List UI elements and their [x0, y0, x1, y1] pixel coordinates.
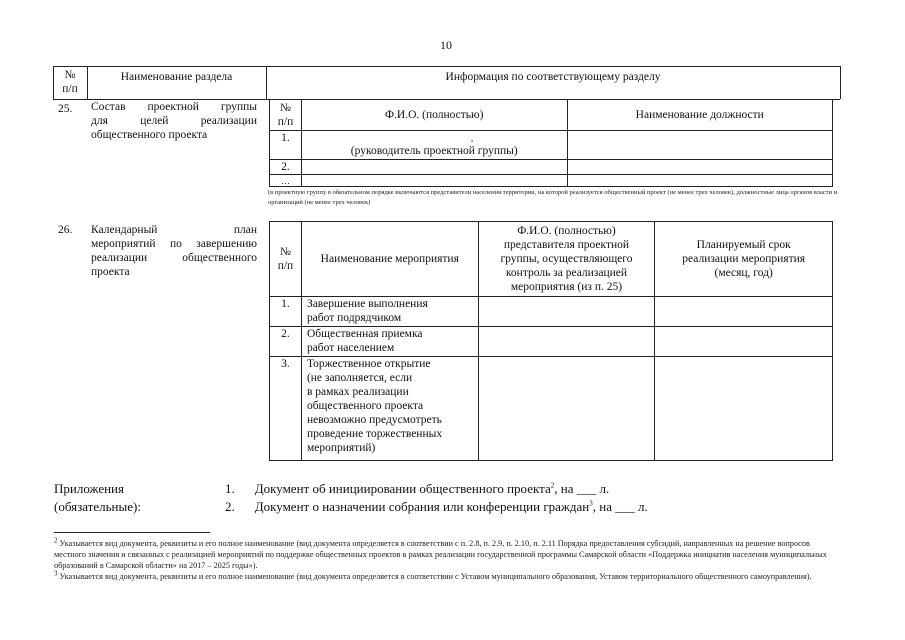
appendix-item-1-sup: 2: [550, 481, 555, 490]
ep-row3-num: 3.: [270, 357, 302, 461]
table-row: [270, 297, 833, 327]
row25-number: 25.: [58, 103, 73, 115]
ep-head-deadline-2: реализации мероприятия: [682, 253, 806, 265]
ep-row2-deadline: [655, 327, 833, 357]
appendix-item-1: [225, 480, 609, 498]
appendix-item-2-tail: , на ___ л.: [592, 499, 648, 514]
row25-title: [91, 100, 257, 142]
appendix-item-2-text: Документ о назначении собрания или конференции граждан: [254, 499, 590, 514]
ep-row3-event-line1: Торжественное открытие: [306, 358, 431, 370]
pg-head-fio: Ф.И.О. (полностью): [301, 100, 567, 131]
ep-head-deadline-3: (месяц, год): [714, 267, 773, 279]
header-col-info: Информация по соответствующему разделу: [445, 71, 661, 83]
table-row: [270, 357, 833, 461]
table-row: [270, 131, 833, 160]
row26-number: 26.: [58, 224, 73, 236]
ep-row2-responsible: [478, 327, 655, 357]
row26-title: [91, 223, 257, 279]
row26-title-line4: проекта: [91, 266, 130, 278]
ep-row1-event: [301, 297, 478, 327]
pg-row3-position: [567, 175, 833, 187]
project-group-table: [269, 99, 833, 187]
pg-row1-position: [567, 131, 833, 160]
appendix-item-2: [225, 498, 648, 516]
footnote-3-sup: 3: [54, 569, 58, 578]
project-group-note: (в проектную группу в обязательном порядке включаются представители населения территории, на которой реализуется общественный проект (не менее трех человек), должностные лица органов власти и организаций (не менее трех человек): [268, 189, 838, 206]
page-number: 10: [440, 38, 452, 52]
footnote-2-sup: 2: [54, 536, 58, 545]
ep-row3-deadline: [655, 357, 833, 461]
table-right-border: [840, 66, 841, 99]
pg-head-position: Наименование должности: [567, 100, 833, 131]
pg-head-num-1: №: [279, 102, 291, 114]
footnote-separator: [54, 532, 210, 533]
appendix-item-2-sup: 3: [589, 499, 593, 508]
ep-row1-event-line1: Завершение выполнения: [306, 298, 428, 310]
header-col-section: Наименование раздела: [120, 71, 233, 83]
ep-row2-event-line1: Общественная приемка: [306, 328, 423, 340]
pg-row2-position: [567, 160, 833, 175]
ep-head-num: [270, 222, 302, 297]
ep-head-num-1: №: [279, 246, 291, 258]
appendix-label-line2: (обязательные):: [54, 499, 141, 514]
row26-title-line1: Календарный план: [91, 224, 257, 236]
appendix-item-1-num: 1.: [225, 481, 235, 496]
pg-row2-num: 2.: [270, 160, 302, 175]
footnote-3-text: Указывается вид документа, реквизиты и его полное наименование (вид документа определяется в соответствии с Уставом муниципального образования, Уставом территориального общественного самоуправления).: [57, 572, 812, 581]
ep-row2-num: 2.: [270, 327, 302, 357]
ep-row3-event-line4: общественного проекта: [306, 400, 424, 412]
ep-row3-event-line3: в рамках реализации: [306, 386, 409, 398]
ep-head-num-2: п/п: [277, 260, 294, 272]
ep-row1-num: 1.: [270, 297, 302, 327]
ep-head-resp-2: представителя проектной: [503, 239, 630, 251]
appendix-item-1-text: Документ об инициировании общественного проекта: [254, 481, 551, 496]
event-plan-table: [269, 221, 833, 461]
row26-title-line2: мероприятий по завершению: [91, 238, 257, 250]
row25-title-line3: общественного проекта: [91, 129, 208, 141]
header-col-num: [53, 68, 87, 96]
ep-head-responsible: [478, 222, 655, 297]
row26-title-line3: реализации общественного: [91, 252, 257, 264]
appendix-label: [54, 480, 141, 516]
pg-row1-fio-text: (руководитель проектной группы): [350, 145, 518, 157]
ep-head-resp-5: мероприятия (из п. 25): [510, 281, 623, 293]
pg-row1-num: 1.: [270, 131, 302, 160]
pg-row3-num: …: [270, 175, 302, 187]
ep-row3-event-line6: проведение торжественных: [306, 428, 443, 440]
appendix-item-2-num: 2.: [225, 499, 235, 514]
ep-head-event: Наименование мероприятия: [301, 222, 478, 297]
appendix-label-line1: Приложения: [54, 481, 124, 496]
footnote-2: [54, 538, 840, 571]
pg-row2-fio: [301, 160, 567, 175]
pg-row1-fio-mark: ‚: [470, 133, 474, 143]
ep-row3-event-line2: (не заполняется, если: [306, 372, 413, 384]
row25-title-line1: Состав проектной группы: [91, 101, 257, 113]
ep-row3-responsible: [478, 357, 655, 461]
footnote-2-text: Указывается вид документа, реквизиты и его полное наименование (вид документа определяется в соответствии с п. 2.8, п. 2.9, п. 2.10, п. 2.11 Порядка предоставления субсидий, направленных на решение вопросов местного значения и связанных с реализацией мероприятий по поддержке общественных проектов в рамках реализации государственной программы Самарской области «Поддержка инициатив населения муниципальных образований в Самарской области» на 2017 – 2025 годы»).: [54, 539, 827, 570]
ep-row1-event-line2: работ подрядчиком: [306, 312, 402, 324]
ep-row3-event-line5: невозможно предусмотреть: [306, 414, 442, 426]
appendix-item-1-tail: , на ___ л.: [554, 481, 610, 496]
pg-head-num: [270, 100, 302, 131]
ep-head-resp-1: Ф.И.О. (полностью): [517, 225, 616, 237]
ep-head-resp-3: группы, осуществляющего: [500, 253, 633, 265]
ep-row1-deadline: [655, 297, 833, 327]
footnote-3: [54, 571, 840, 582]
table-top-border: [53, 66, 840, 67]
ep-row3-event: [301, 357, 478, 461]
ep-head-deadline-1: Планируемый срок: [696, 239, 791, 251]
table-row: [270, 175, 833, 187]
ep-row3-event-line7: мероприятий): [306, 442, 376, 454]
row25-title-line2: для целей реализации: [91, 115, 257, 127]
ep-head-deadline: [655, 222, 833, 297]
table-row: [270, 160, 833, 175]
event-plan-header-row: [270, 222, 833, 297]
ep-head-resp-4: контроль за реализацией: [505, 267, 628, 279]
table-row: [270, 327, 833, 357]
header-col-num-line1: №: [64, 69, 76, 81]
ep-row2-event-line2: работ населением: [306, 342, 395, 354]
header-col-num-line2: п/п: [62, 83, 78, 95]
pg-head-num-2: п/п: [277, 116, 294, 128]
pg-row1-fio: [301, 131, 567, 160]
project-group-header-row: [270, 100, 833, 131]
footnotes: [54, 538, 840, 582]
ep-row2-event: [301, 327, 478, 357]
pg-row3-fio: [301, 175, 567, 187]
ep-row1-responsible: [478, 297, 655, 327]
